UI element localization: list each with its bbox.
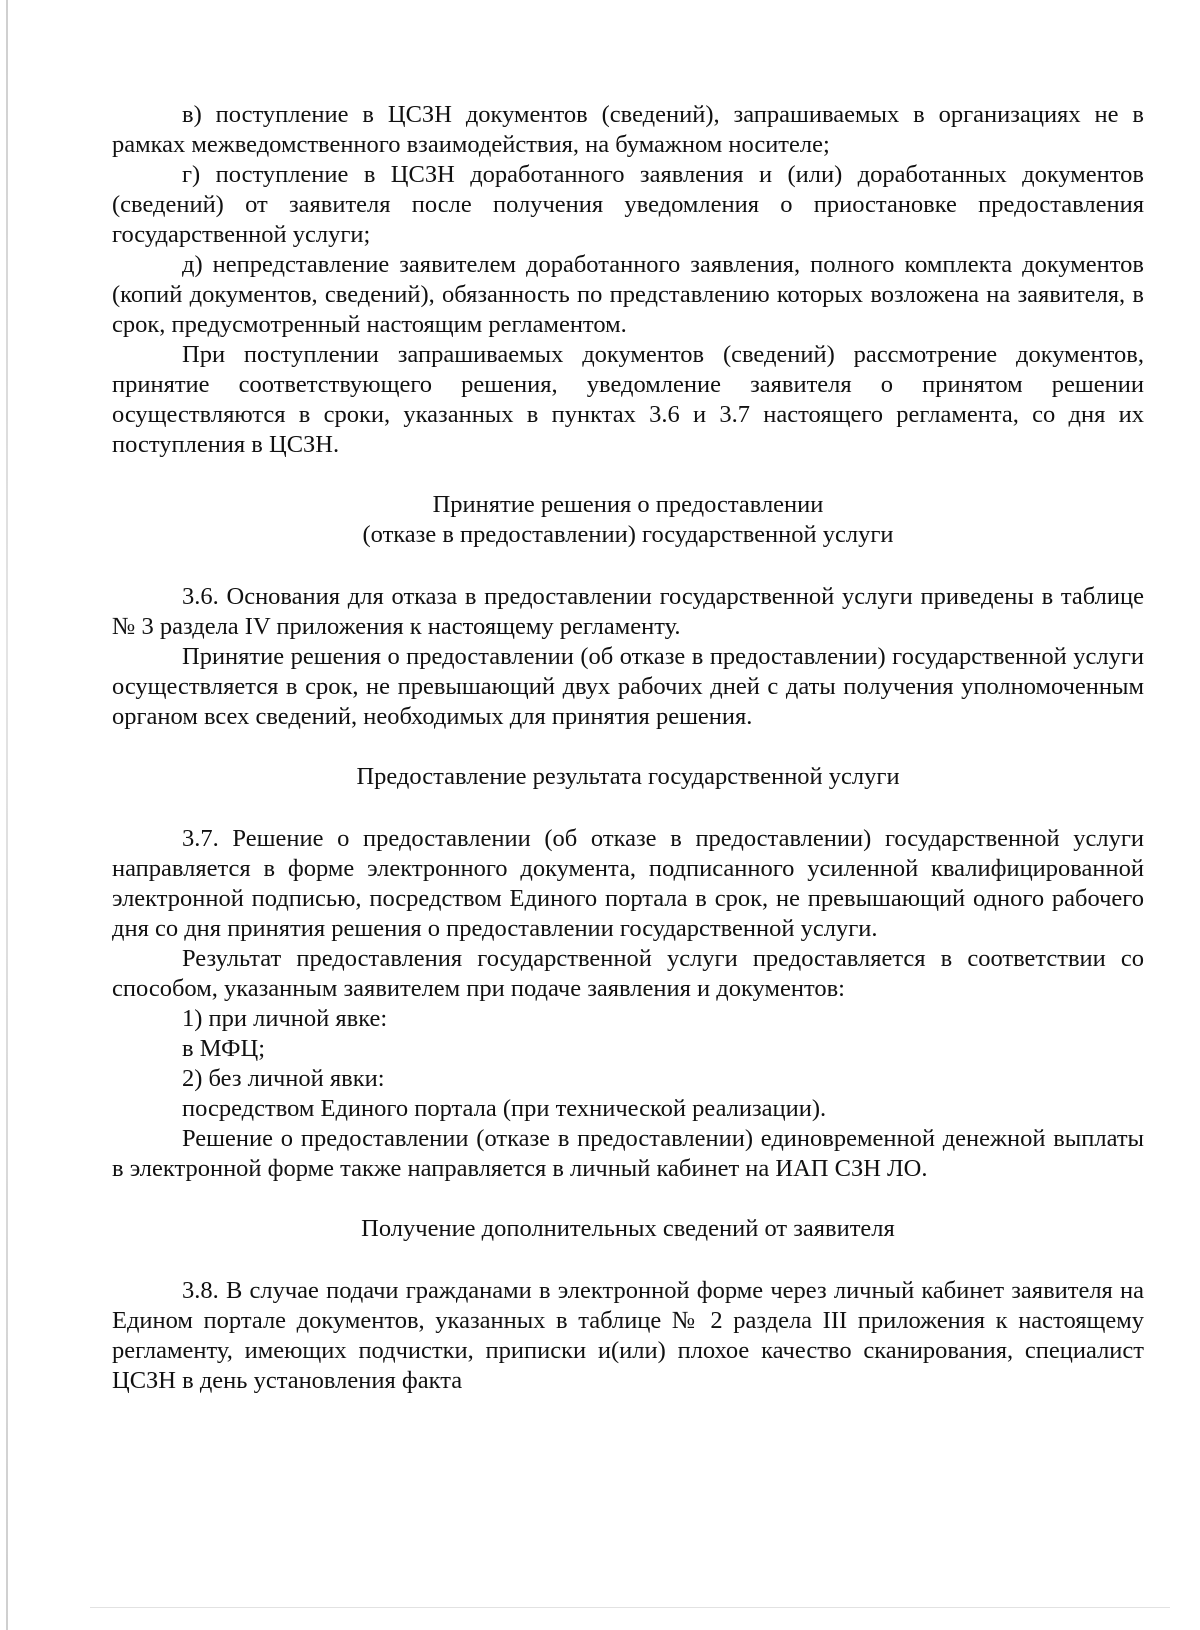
paragraph-3-7: 3.7. Решение о предоставлении (об отказе в предоставлении) государственной услуги направляется в форме электронного документа, подписанного усиленной квалифицированной электронной подписью, посредством Единого портала в срок, не превышающий одного рабочего дня со дня принятия решения о предоставлении государственной услуги.	[112, 825, 1144, 942]
section-heading-result: Предоставление результата государственной услуги	[356, 763, 900, 790]
paragraph-receipt-terms: При поступлении запрашиваемых документов (сведений) рассмотрение документов, принятие соответствующего решения, уведомление заявителя о принятом решении осуществляются в сроки, указанных в пунктах 3.6 и 3.7 настоящего регламента, со дня их поступления в ЦСЗН.	[112, 341, 1144, 458]
section-heading-additional-info: Получение дополнительных сведений от заявителя	[361, 1215, 895, 1242]
paragraph-result-method: Результат предоставления государственной услуги предоставляется в соответствии со способом, указанным заявителем при подаче заявления и документов:	[112, 945, 1144, 1002]
paragraph-item-d: д) непредставление заявителем доработанного заявления, полного комплекта документов (копий документов, сведений), обязанность по представлению которых возложена на заявителя, в срок, предусмотренный настоящим регламентом.	[112, 251, 1144, 338]
document-page	[112, 100, 1144, 1396]
list-item-mfc: в МФЦ;	[182, 1035, 266, 1062]
scan-left-edge	[6, 0, 8, 1630]
paragraph-decision-term: Принятие решения о предоставлении (об отказе в предоставлении) государственной услуги осуществляется в срок, не превышающий двух рабочих дней с даты получения уполномоченным органом всех сведений, необходимых для принятия решения.	[112, 643, 1144, 730]
paragraph-3-6: 3.6. Основания для отказа в предоставлении государственной услуги приведены в таблице № 3 раздела IV приложения к настоящему регламенту.	[112, 583, 1144, 640]
scan-bottom-line	[90, 1607, 1170, 1608]
list-item-portal: посредством Единого портала (при технической реализации).	[182, 1095, 827, 1122]
paragraph-3-8: 3.8. В случае подачи гражданами в электронной форме через личный кабинет заявителя на Едином портале документов, указанных в таблице № 2 раздела III приложения к настоящему регламенту, имеющих подчистки, приписки и(или) плохое качество сканирования, специалист ЦСЗН в день установления факта	[112, 1277, 1144, 1394]
paragraph-payment-decision: Решение о предоставлении (отказе в предоставлении) единовременной денежной выплаты в электронной форме также направляется в личный кабинет на ИАП СЗН ЛО.	[112, 1125, 1144, 1182]
list-item-in-person: 1) при личной явке:	[182, 1005, 388, 1032]
paragraph-item-v: в) поступление в ЦСЗН документов (сведений), запрашиваемых в организациях не в рамках межведомственного взаимодействия, на бумажном носителе;	[112, 101, 1144, 158]
list-item-remote: 2) без личной явки:	[182, 1065, 385, 1092]
section-heading-decision-line1: Принятие решения о предоставлении	[432, 491, 824, 518]
section-heading-decision-line2: (отказе в предоставлении) государственной услуги	[362, 521, 894, 548]
paragraph-item-g: г) поступление в ЦСЗН доработанного заявления и (или) доработанных документов (сведений) от заявителя после получения уведомления о приостановке предоставления государственной услуги;	[112, 161, 1144, 248]
